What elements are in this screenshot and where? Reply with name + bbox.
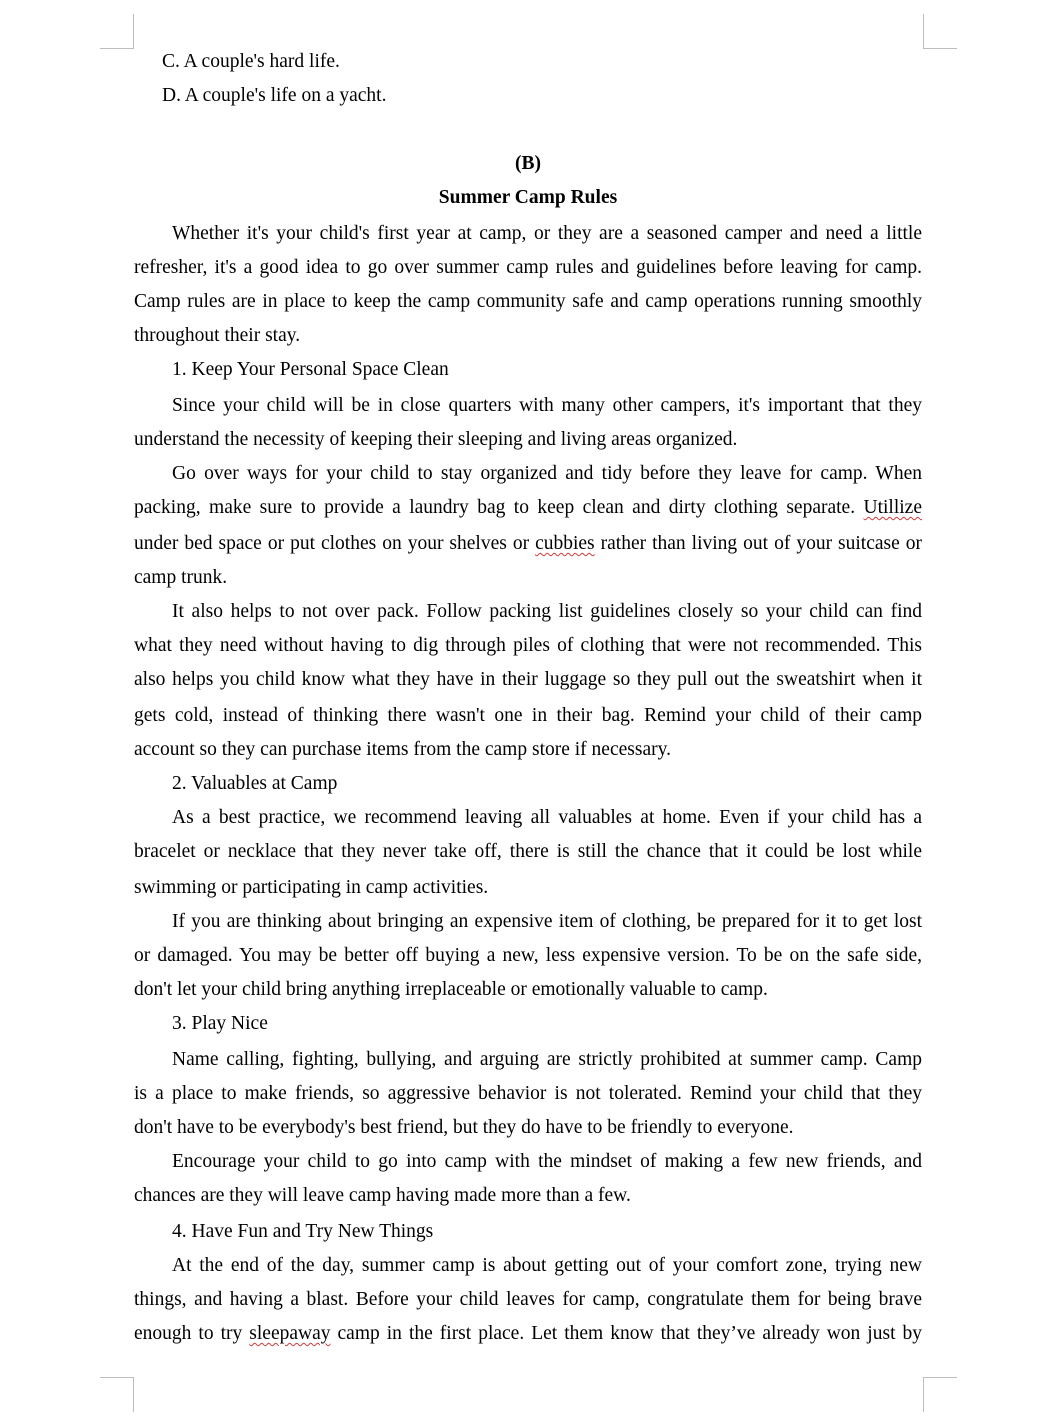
rule1-p2-line-3-text-c: rather than living out of your suitcase or <box>600 533 923 554</box>
crop-mark-bottom-left-v <box>133 1377 134 1412</box>
rule4-heading: 4. Have Fun and Try New Things <box>172 1221 434 1242</box>
rule1-p1-line-1: Since your child will be in close quarters with many other campers, it's important that they <box>172 395 922 416</box>
intro-line-3: Camp rules are in place to keep the camp community safe and camp operations running smoothly <box>134 291 922 312</box>
rule3-p1-line-2: is a place to make friends, so aggressive behavior is not tolerated. Remind your child that they <box>134 1083 922 1104</box>
rule2-p2-line-2: or damaged. You may be better off buying a new, less expensive version. To be on the safe side, <box>134 945 922 966</box>
rule2-p2-line-1: If you are thinking about bringing an expensive item of clothing, be prepared for it to get lost <box>172 911 922 932</box>
crop-mark-bottom-right-v <box>923 1377 924 1412</box>
rule4-p1-line-3-text-a: enough to try <box>134 1323 243 1344</box>
rule3-p1-line-1: Name calling, fighting, bullying, and arguing are strictly prohibited at summer camp. Camp <box>172 1049 922 1070</box>
rule1-heading: 1. Keep Your Personal Space Clean <box>172 359 449 380</box>
rule1-p3-line-3: also helps you child know what they have in their luggage so they pull out the sweatshirt when it <box>134 669 922 690</box>
rule4-p1-line-3 <box>134 1322 922 1346</box>
crop-mark-bottom-left-h <box>100 1377 134 1378</box>
crop-mark-top-left-v <box>133 14 134 49</box>
rule4-p1-line-3-text-c: camp in the first place. Let them know that they’ve already won just by <box>337 1323 922 1344</box>
rule1-p2-line-3 <box>134 532 922 556</box>
option-d: D. A couple's life on a yacht. <box>162 85 387 106</box>
rule4-p1-line-1: At the end of the day, summer camp is about getting out of your comfort zone, trying new <box>172 1255 922 1276</box>
rule1-p3-line-1: It also helps to not over pack. Follow packing list guidelines closely so your child can find <box>172 601 922 622</box>
rule2-p1-line-3: swimming or participating in camp activities. <box>134 877 489 898</box>
rule2-p1-line-2: bracelet or necklace that they never take off, there is still the chance that it could be lost while <box>134 841 922 862</box>
intro-line-1: Whether it's your child's first year at camp, or they are a seasoned camper and need a little <box>172 223 922 244</box>
rule3-heading: 3. Play Nice <box>172 1013 268 1034</box>
rule1-p3-line-4: gets cold, instead of thinking there wasn't one in their bag. Remind your child of their camp <box>134 705 922 726</box>
crop-mark-bottom-right-h <box>923 1377 957 1378</box>
rule4-p1-line-2: things, and having a blast. Before your child leaves for camp, congratulate them for being brave <box>134 1289 922 1310</box>
spellcheck-word-utillize: Utillize <box>863 497 922 518</box>
section-label: (B) <box>515 153 541 174</box>
crop-mark-top-right-v <box>923 14 924 49</box>
rule1-p2-line-2-text: packing, make sure to provide a laundry bag to keep clean and dirty clothing separate. <box>134 497 856 518</box>
rule1-p3-line-5: account so they can purchase items from the camp store if necessary. <box>134 739 671 760</box>
passage-title: Summer Camp Rules <box>438 187 618 208</box>
rule2-p1-line-1: As a best practice, we recommend leaving all valuables at home. Even if your child has a <box>172 807 922 828</box>
spellcheck-word-cubbies: cubbies <box>535 533 595 554</box>
crop-mark-top-right-h <box>923 48 957 49</box>
rule1-p1-line-2: understand the necessity of keeping their sleeping and living areas organized. <box>134 429 738 450</box>
rule2-heading: 2. Valuables at Camp <box>172 773 338 794</box>
rule1-p2-line-1: Go over ways for your child to stay organized and tidy before they leave for camp. When <box>172 463 922 484</box>
option-c: C. A couple's hard life. <box>162 51 340 72</box>
rule2-p2-line-3: don't let your child bring anything irreplaceable or emotionally valuable to camp. <box>134 979 768 1000</box>
rule3-p2-line-2: chances are they will leave camp having made more than a few. <box>134 1185 631 1206</box>
rule3-p1-line-3: don't have to be everybody's best friend, but they do have to be friendly to everyone. <box>134 1117 794 1138</box>
rule3-p2-line-1: Encourage your child to go into camp with the mindset of making a few new friends, and <box>172 1151 922 1172</box>
crop-mark-top-left-h <box>100 48 134 49</box>
rule1-p2-line-2 <box>134 496 922 520</box>
rule1-p2-line-3-text-a: under bed space or put clothes on your shelves or <box>134 533 530 554</box>
spellcheck-word-sleepaway: sleepaway <box>249 1323 331 1344</box>
intro-line-4: throughout their stay. <box>134 325 301 346</box>
intro-line-2: refresher, it's a good idea to go over summer camp rules and guidelines before leaving for camp. <box>134 257 922 278</box>
rule1-p3-line-2: what they need without having to dig through piles of clothing that were not recommended. This <box>134 635 922 656</box>
rule1-p2-line-4: camp trunk. <box>134 567 228 588</box>
